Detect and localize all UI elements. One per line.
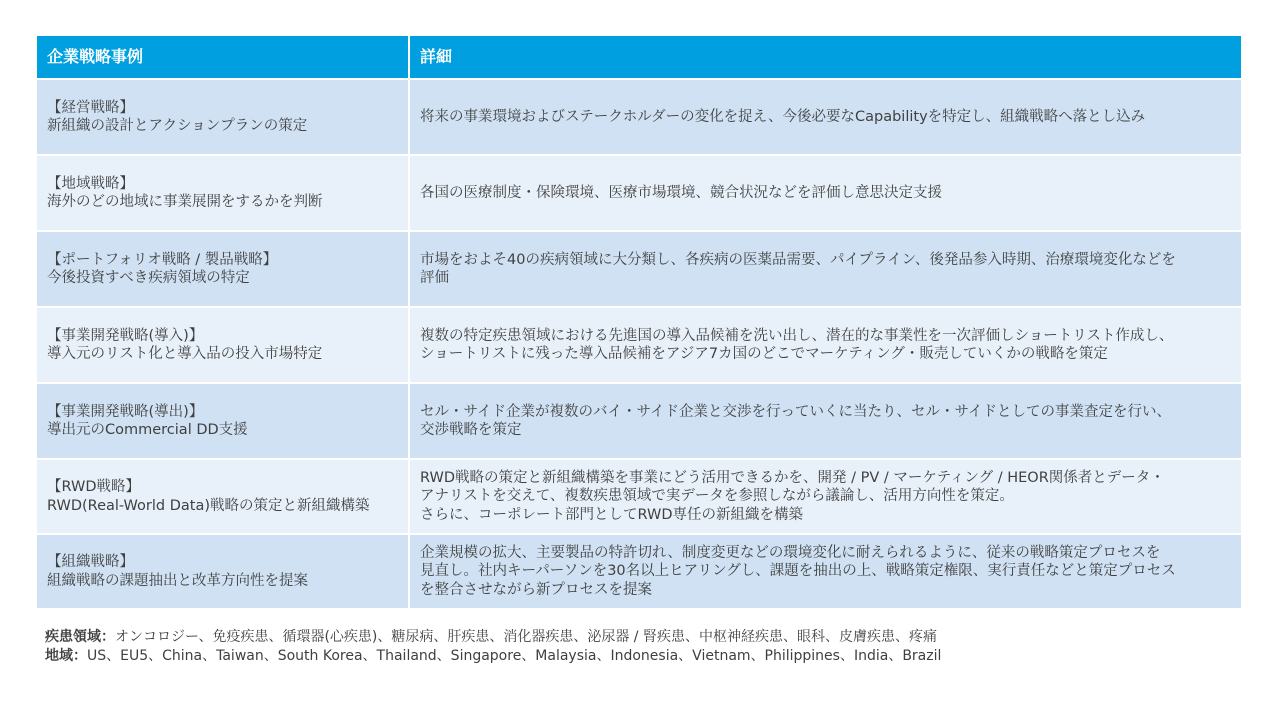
- detail-cell: [409, 383, 1242, 459]
- case-title: 【経営戦略】: [47, 99, 134, 116]
- case-description: 海外のどの地域に事業展開をするかを判断: [47, 194, 323, 210]
- table-header-row: [37, 36, 1242, 79]
- case-description: 導入元のリスト化と導入品の投入市場特定: [47, 346, 323, 362]
- case-title: 【組織戦略】: [47, 554, 134, 570]
- case-cell: [37, 231, 409, 307]
- case-cell: [37, 534, 409, 609]
- detail-cell: [409, 231, 1242, 307]
- detail-cell: [409, 307, 1242, 383]
- detail-line: アナリストを交えて、複数疾患領域で実データを参照しながら議論し、活用方向性を策定。: [420, 488, 1014, 505]
- regions-label: 地域：: [45, 648, 87, 664]
- detail-line: 将来の事業環境およびステークホルダーの変化を捉え、今後必要なCapabilityを特定し、組織戦略へ落とし込み: [420, 108, 1146, 125]
- case-cell: [37, 383, 409, 459]
- detail-line: RWD戦略の策定と新組織構築を事業にどう活用できるかを、開発 / PV / マーケティング / HEOR関係者とデータ・: [420, 469, 1165, 486]
- case-description: RWD(Real-World Data)戦略の策定と新組織構築: [47, 497, 370, 514]
- detail-line: を整合させながら新プロセスを提案: [420, 581, 652, 598]
- case-title: 【ポートフォリオ戦略 / 製品戦略】: [47, 251, 278, 268]
- header-detail: 詳細: [409, 36, 1242, 79]
- case-cell: [37, 307, 409, 383]
- table-row: [37, 231, 1242, 307]
- detail-cell: [409, 459, 1242, 534]
- case-title: 【RWD戦略】: [47, 479, 140, 495]
- case-description: 組織戦略の課題抽出と改革方向性を提案: [47, 572, 308, 589]
- case-cell: [37, 155, 409, 231]
- case-title: 【事業開発戦略(導出)】: [47, 403, 204, 420]
- strategy-case-table: [37, 36, 1243, 610]
- detail-line: ショートリストに残った導入品候補をアジア7カ国のどこでマーケティング・販売していくかの戦略を策定: [420, 346, 1108, 362]
- case-description: 今後投資すべき疾病領域の特定: [47, 270, 250, 286]
- disease-areas-label: 疾患領域：: [45, 629, 115, 645]
- case-title: 【事業開発戦略(導入)】: [47, 327, 204, 344]
- header-case: 企業戦略事例: [37, 36, 409, 79]
- table-row: [37, 79, 1242, 155]
- footnotes: [45, 628, 941, 666]
- table-row: [37, 534, 1242, 609]
- case-cell: [37, 79, 409, 155]
- detail-cell: [409, 534, 1242, 609]
- detail-cell: [409, 79, 1242, 155]
- table-row: [37, 383, 1242, 459]
- case-description: 導出元のCommercial DD支援: [47, 422, 248, 438]
- disease-areas-value: オンコロジー、免疫疾患、循環器(心疾患)、糖尿病、肝疾患、消化器疾患、泌尿器 / 腎疾患、中枢神経疾患、眼科、皮膚疾患、疼痛: [115, 629, 937, 645]
- regions-value: US、EU5、China、Taiwan、South Korea、Thailand、Singapore、Malaysia、Indonesia、Vietnam、Philippines、India、Brazil: [87, 648, 942, 664]
- case-cell: [37, 459, 409, 534]
- case-description: 新組織の設計とアクションプランの策定: [47, 118, 308, 134]
- detail-line: 市場をおよそ40の疾病領域に大分類し、各疾病の医薬品需要、パイプライン、後発品参入時期、治療環境変化などを: [420, 251, 1176, 268]
- detail-line: 交渉戦略を策定: [420, 422, 522, 438]
- detail-line: 企業規模の拡大、主要製品の特許切れ、制度変更などの環境変化に耐えられるように、従来の戦略策定プロセスを: [420, 544, 1161, 561]
- disease-areas-note: [45, 628, 941, 647]
- detail-line: 見直し。社内キーパーソンを30名以上ヒアリングし、課題を抽出の上、戦略策定権限、実行責任などと策定プロセス: [420, 563, 1176, 580]
- detail-line: セル・サイド企業が複数のバイ・サイド企業と交渉を行っていくに当たり、セル・サイドとしての事業査定を行い、: [420, 403, 1171, 420]
- detail-line: 各国の医療制度・保険環境、医療市場環境、競合状況などを評価し意思決定支援: [420, 184, 942, 201]
- table-row: [37, 307, 1242, 383]
- case-title: 【地域戦略】: [47, 175, 134, 192]
- regions-note: [45, 647, 941, 666]
- detail-line: 複数の特定疾患領域における先進国の導入品候補を洗い出し、潜在的な事業性を一次評価しショートリスト作成し、: [420, 327, 1174, 344]
- table-row: [37, 459, 1242, 534]
- detail-cell: [409, 155, 1242, 231]
- detail-line: さらに、コーポレート部門としてRWD専任の新組織を構築: [420, 506, 803, 523]
- detail-line: 評価: [420, 270, 449, 286]
- table-row: [37, 155, 1242, 231]
